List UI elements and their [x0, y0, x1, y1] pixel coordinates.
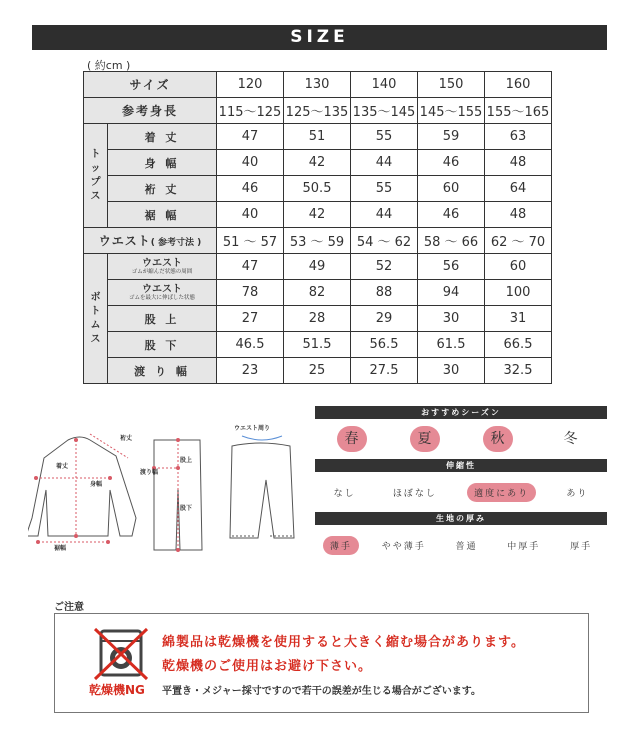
- stretch-almost-none: ほぼなし: [392, 488, 437, 499]
- bottoms-cell: 52: [351, 254, 418, 280]
- waist-cell: 51 ～ 57: [217, 228, 284, 254]
- season-title: おすすめシーズン: [315, 406, 607, 419]
- illus-label-susohaba: 裾幅: [54, 545, 67, 552]
- bottoms-cell: 30: [418, 306, 485, 332]
- bottoms-waist-note: ゴムを最大に伸ばした状態: [128, 294, 195, 301]
- tops-group-char: プ: [90, 176, 101, 188]
- tops-cell: 44: [351, 202, 418, 228]
- tops-cell: 59: [418, 124, 485, 150]
- bottoms-cell: 27: [217, 306, 284, 332]
- bottoms-waist-label-text: ウエスト: [142, 257, 182, 269]
- season-winter: 冬: [563, 431, 578, 447]
- dryer-ng-label: 乾燥機NG: [89, 683, 145, 697]
- bottoms-waist-label: [108, 280, 217, 306]
- waist-label-text: ウエスト: [98, 234, 151, 248]
- size-table: [83, 71, 552, 384]
- bottoms-group-char: ム: [90, 319, 101, 331]
- height-cell: 145～155: [418, 98, 485, 124]
- tops-cell: 42: [284, 202, 351, 228]
- tops-label: 着 丈: [108, 124, 217, 150]
- tops-cell: 48: [485, 150, 552, 176]
- waist-label-paren: ( 参考寸法 ): [150, 238, 202, 248]
- thickness-normal: 普通: [455, 541, 478, 552]
- bottoms-cell: 56.5: [351, 332, 418, 358]
- waist-cell: 54 ～ 62: [351, 228, 418, 254]
- bottoms-waist-note: ゴムが縮んだ状態の周囲: [131, 268, 193, 275]
- illus-label-watari: 渡り幅: [140, 469, 159, 476]
- thickness-options: [315, 525, 607, 565]
- thickness-medium-thick: 中厚手: [507, 541, 541, 552]
- tops-cell: 40: [217, 202, 284, 228]
- size-col: 140: [351, 72, 418, 98]
- illus-label-waist: ウエスト周り: [234, 425, 271, 432]
- tops-cell: 40: [217, 150, 284, 176]
- tops-cell: 51: [284, 124, 351, 150]
- warning-line-2: 乾燥機のご使用はお避け下さい。: [162, 659, 373, 674]
- tops-cell: 44: [351, 150, 418, 176]
- illus-label-mihaba: 身幅: [90, 481, 103, 488]
- bottoms-group-char: ト: [90, 305, 101, 317]
- size-col: 130: [284, 72, 351, 98]
- season-options: [315, 419, 607, 459]
- bottoms-cell: 66.5: [485, 332, 552, 358]
- tops-cell: 42: [284, 150, 351, 176]
- bottoms-cell: 32.5: [485, 358, 552, 384]
- bottoms-label: 渡 り 幅: [108, 358, 217, 384]
- illus-label-matashita: 股下: [180, 505, 193, 512]
- tops-cell: 60: [418, 176, 485, 202]
- tops-cell: 55: [351, 124, 418, 150]
- bottoms-cell: 49: [284, 254, 351, 280]
- season-summer: 夏: [410, 426, 440, 452]
- illus-label-matagami: 股上: [180, 457, 193, 464]
- tops-row: [84, 202, 552, 228]
- height-cell: 115～125: [217, 98, 284, 124]
- bottoms-cell: 60: [485, 254, 552, 280]
- bottoms-cell: 100: [485, 280, 552, 306]
- thickness-slightly-thin: やや薄手: [381, 541, 426, 552]
- tops-label: 身 幅: [108, 150, 217, 176]
- shirt-outline-icon: [28, 437, 136, 536]
- bottoms-cell: 94: [418, 280, 485, 306]
- thickness-thick: 厚手: [570, 541, 593, 552]
- size-col: 150: [418, 72, 485, 98]
- tops-group-char: ト: [90, 148, 101, 160]
- thickness-title: 生地の厚み: [315, 512, 607, 525]
- illus-label-kitake: 着丈: [56, 463, 69, 470]
- tops-label: 裾 幅: [108, 202, 217, 228]
- height-cell: 135～145: [351, 98, 418, 124]
- tops-cell: 64: [485, 176, 552, 202]
- bottoms-cell: 61.5: [418, 332, 485, 358]
- stretch-yes: あり: [566, 488, 589, 499]
- tops-row: [84, 124, 552, 150]
- height-cell: 155～165: [485, 98, 552, 124]
- stretch-title: 伸縮性: [315, 459, 607, 472]
- bottoms-row: [84, 306, 552, 332]
- thickness-thin: 薄手: [323, 536, 359, 555]
- illus-label-yuki: 裄丈: [120, 435, 133, 442]
- recommend-panel: [315, 406, 607, 565]
- tops-row: [84, 150, 552, 176]
- waist-label: [84, 228, 217, 254]
- tops-cell: 63: [485, 124, 552, 150]
- bottoms-cell: 82: [284, 280, 351, 306]
- stretch-moderate: 適度にあり: [467, 483, 536, 502]
- stretch-none: なし: [333, 488, 356, 499]
- bottoms-cell: 78: [217, 280, 284, 306]
- size-col: 120: [217, 72, 284, 98]
- tops-label: 裄 丈: [108, 176, 217, 202]
- bottoms-cell: 25: [284, 358, 351, 384]
- tops-group-label: [84, 124, 108, 228]
- pants-front-icon: [230, 443, 294, 538]
- bottoms-cell: 47: [217, 254, 284, 280]
- tops-cell: 46: [217, 176, 284, 202]
- unit-label: ( 約cm ): [87, 59, 131, 72]
- bottoms-group-char: ボ: [90, 291, 101, 303]
- bottoms-waist-label-text: ウエスト: [142, 283, 182, 295]
- size-banner: SIZE: [32, 25, 607, 50]
- size-header-row: [84, 72, 552, 98]
- bottoms-cell: 51.5: [284, 332, 351, 358]
- waist-cell: 62 ～ 70: [485, 228, 552, 254]
- size-col: 160: [485, 72, 552, 98]
- bottoms-cell: 28: [284, 306, 351, 332]
- dryer-ng-icon: [93, 627, 149, 681]
- tops-row: [84, 176, 552, 202]
- bottoms-cell: 23: [217, 358, 284, 384]
- measurement-note: 平置き・メジャー採寸ですので若干の誤差が生じる場合がございます。: [162, 686, 481, 697]
- tops-group-char: ッ: [90, 162, 101, 174]
- bottoms-row: [84, 280, 552, 306]
- bottoms-group-char: ス: [90, 333, 101, 345]
- garment-illustration: [28, 418, 298, 563]
- bottoms-cell: 46.5: [217, 332, 284, 358]
- bottoms-row: [84, 358, 552, 384]
- bottoms-waist-label: [108, 254, 217, 280]
- tops-group-char: ス: [90, 190, 101, 202]
- tops-cell: 55: [351, 176, 418, 202]
- season-autumn: 秋: [483, 426, 513, 452]
- bottoms-group-label: [84, 254, 108, 384]
- bottoms-row: [84, 332, 552, 358]
- stretch-options: [315, 472, 607, 512]
- bottoms-cell: 31: [485, 306, 552, 332]
- bottoms-cell: 30: [418, 358, 485, 384]
- bottoms-cell: 88: [351, 280, 418, 306]
- tops-cell: 46: [418, 150, 485, 176]
- bottoms-cell: 56: [418, 254, 485, 280]
- bottoms-label: 股 上: [108, 306, 217, 332]
- bottoms-cell: 27.5: [351, 358, 418, 384]
- height-label: 参考身長: [84, 98, 217, 124]
- note-title: ご注意: [54, 602, 84, 613]
- size-header-label: サイズ: [84, 72, 217, 98]
- warning-line-1: 綿製品は乾燥機を使用すると大きく縮む場合があります。: [162, 635, 525, 650]
- tops-cell: 48: [485, 202, 552, 228]
- height-cell: 125～135: [284, 98, 351, 124]
- tops-cell: 50.5: [284, 176, 351, 202]
- height-row: [84, 98, 552, 124]
- waist-cell: 58 ～ 66: [418, 228, 485, 254]
- waist-cell: 53 ～ 59: [284, 228, 351, 254]
- waist-row: [84, 228, 552, 254]
- bottoms-row: [84, 254, 552, 280]
- tops-cell: 46: [418, 202, 485, 228]
- tops-cell: 47: [217, 124, 284, 150]
- bottoms-label: 股 下: [108, 332, 217, 358]
- season-spring: 春: [337, 426, 367, 452]
- bottoms-cell: 29: [351, 306, 418, 332]
